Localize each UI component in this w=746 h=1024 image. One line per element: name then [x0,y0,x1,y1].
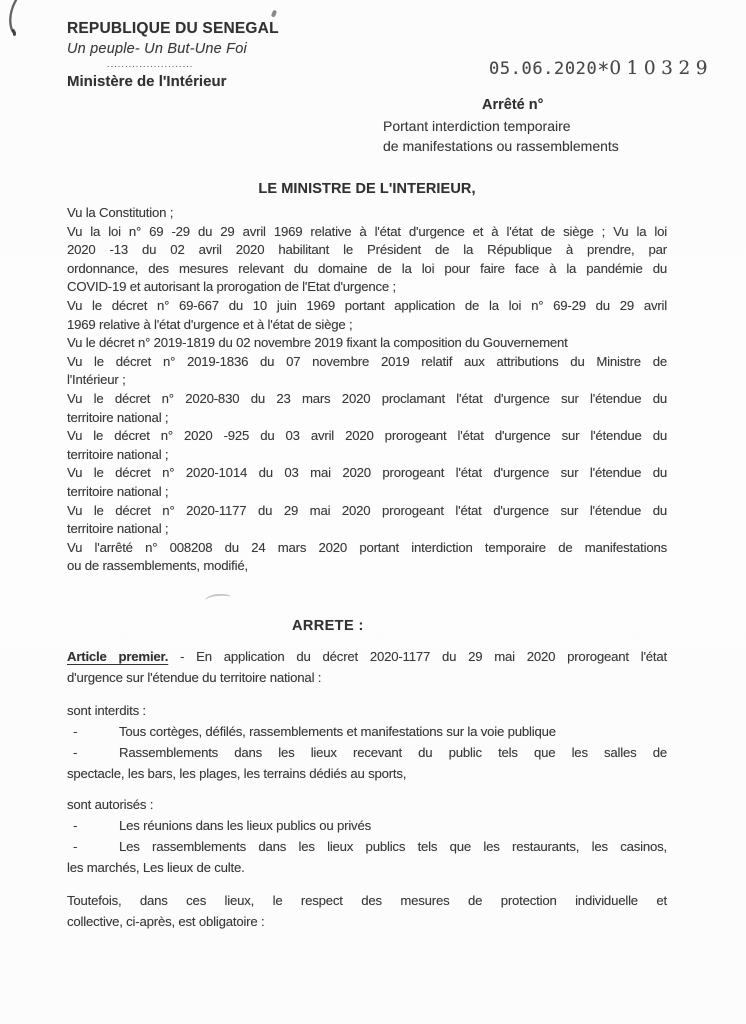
national-motto: Un peuple- Un But-Une Foi [67,41,247,57]
stamp-date: 05.06.2020 [489,59,598,79]
decree-title-block [383,95,619,157]
bullet-dash: - [73,744,78,760]
article-line [67,646,667,667]
stamp-star: * [598,58,609,82]
visa-line: 2020 -13 du 02 avril 2020 habilitant le Président de la République à prendre, par [67,242,667,258]
document-body [67,181,667,932]
list-item-text: Les rassemblements dans les lieux publics tels que les restaurants, les casinos, [119,838,667,854]
scan-speck-artifact [271,10,277,18]
list-item-text: Les réunions dans les lieux publics ou privés [119,817,371,833]
decree-number-heading: Arrêté n° [482,97,544,113]
ministry-name: Ministère de l'Intérieur [67,73,227,90]
visa-line: territoire national ; [67,483,169,499]
separator-dots: ........................ [107,59,194,69]
closing-paragraph [67,890,667,932]
pen-scratch-artifact [2,0,28,42]
visa-line: Vu le décret n° 2019-1819 du 02 novembre 2019 fixant la composition du Gouvernement [67,335,568,351]
decree-subtitle-line2: de manifestations ou rassemblements [383,138,619,154]
list-item-text: Tous cortèges, défilés, rassemblements et manifestations sur la voie publique [119,723,556,739]
visa-line: Vu le décret n° 2020-1177 du 29 mai 2020 prorogeant l'état d'urgence sur l'étendue du [67,502,667,518]
visa-line: COVID-19 et autorisant la prorogation de l'Etat d'urgence ; [67,279,396,295]
list-item [67,742,667,763]
list-item [67,836,667,857]
visa-line: territoire national ; [67,521,169,537]
visas-block [67,204,667,576]
prohibited-intro: sont interdits : [67,702,146,718]
closing-line: Toutefois, dans ces lieux, le respect des mesures de protection individuelle et [67,892,667,908]
letterhead [67,20,279,90]
authorized-section [67,794,667,878]
bullet-dash: - [73,838,78,854]
visa-line: Vu le décret n° 2019-1836 du 07 novembre 2019 relatif aux attributions du Ministre de [67,353,667,369]
visa-line: Vu le décret n° 69-667 du 10 juin 1969 portant application de la loi n° 69-29 du 29 avril [67,297,667,313]
visa-line: territoire national ; [67,446,169,462]
article-label: Article premier. [67,648,169,664]
visa-line: l'Intérieur ; [67,372,126,388]
list-item [67,721,667,742]
registration-stamp [489,55,713,82]
visa-line: Vu le décret n° 2020-830 du 23 mars 2020 proclamant l'état d'urgence sur l'étendue du [67,390,667,406]
list-item-continuation: les marchés, Les lieux de culte. [67,859,245,875]
list-item-text: Rassemblements dans les lieux recevant du public tels que les salles de [119,744,667,760]
article-line: d'urgence sur l'étendue du territoire national : [67,669,322,685]
list-item [67,815,667,836]
article-premier [67,646,667,688]
list-item-continuation: spectacle, les bars, les plages, les terrains dédiés au sports, [67,765,407,781]
visa-line: territoire national ; [67,409,169,425]
visa-line: Vu le décret n° 2020-1014 du 03 mai 2020 prorogeant l'état d'urgence sur l'étendue du [67,465,667,481]
visa-line: 1969 relative à l'état d'urgence et à l'état de siège ; [67,316,353,332]
republic-title: REPUBLIQUE DU SENEGAL [67,20,279,37]
visa-line: Vu la loi n° 69 -29 du 29 avril 1969 relative à l'état d'urgence et à l'état de siège ; Vu la loi [67,223,667,239]
article-text: - En application du décret 2020-1177 du 29 mai 2020 prorogeant l'état [168,648,667,664]
bullet-dash: - [73,723,78,739]
minister-heading: LE MINISTRE DE L'INTERIEUR, [258,181,476,197]
visa-line: ou de rassemblements, modifié, [67,558,248,574]
decree-subtitle-line1: Portant interdiction temporaire [383,117,571,134]
authorized-intro: sont autorisés : [67,796,154,812]
prohibited-section [67,700,667,784]
stamp-number: 010329 [609,58,713,79]
visa-line: Vu la Constitution ; [67,205,174,220]
visa-line: Vu le décret n° 2020 -925 du 03 avril 2020 prorogeant l'état d'urgence sur l'étendue du [67,428,667,444]
arrete-heading: ARRETE : [292,617,364,634]
visa-line: Vu l'arrêté n° 008208 du 24 mars 2020 portant interdiction temporaire de manifestations [67,539,667,555]
bullet-dash: - [73,817,78,833]
visa-line: ordonnance, des mesures relevant du domaine de la loi pour faire face à la pandémie du [67,260,667,276]
closing-line: collective, ci-après, est obligatoire : [67,913,265,929]
